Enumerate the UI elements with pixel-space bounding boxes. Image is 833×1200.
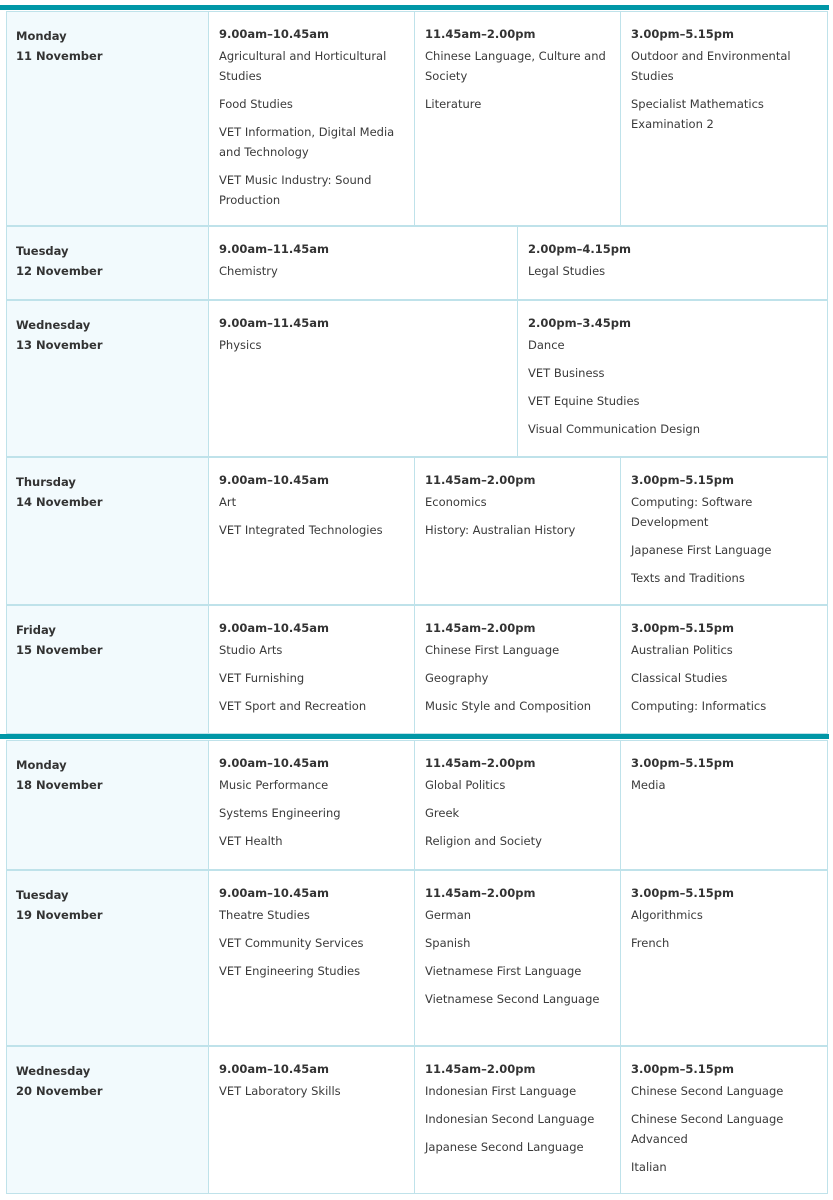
day-date: 14 November: [16, 495, 103, 509]
subject-list: [219, 261, 509, 281]
day-date: 19 November: [16, 908, 103, 922]
subject-list: [631, 640, 819, 716]
day-cell: [6, 740, 209, 870]
day-name: Monday: [16, 758, 67, 772]
subject-list: [219, 335, 509, 355]
session-cell: [415, 740, 621, 870]
subject-item: Media: [631, 778, 666, 792]
session-time: 3.00pm–5.15pm: [631, 1062, 734, 1076]
subject-item: VET Sport and Recreation: [219, 699, 367, 713]
day-name: Thursday: [16, 475, 76, 489]
subject-item: VET Community Services: [219, 936, 364, 950]
day-cell: [6, 300, 209, 457]
subject-item: Vietnamese Second Language: [425, 992, 600, 1006]
session-cell: [518, 300, 828, 457]
subject-list: [219, 1081, 406, 1101]
subject-list: [425, 1081, 612, 1157]
day-name: Friday: [16, 623, 56, 637]
subject-item: Physics: [219, 338, 262, 352]
day-cell: [6, 870, 209, 1046]
session-cell: [621, 870, 828, 1046]
day-date: 13 November: [16, 338, 103, 352]
day-row: [6, 740, 828, 870]
session-cell: [621, 740, 828, 870]
session-cell: [415, 870, 621, 1046]
session-cell: [209, 11, 415, 226]
session-time: 9.00am–10.45am: [219, 756, 329, 770]
subject-item: Geography: [425, 671, 489, 685]
subject-item: Specialist Mathematics Examination 2: [631, 97, 764, 131]
day-row: [6, 226, 828, 300]
subject-item: Music Style and Composition: [425, 699, 592, 713]
session-time: 9.00am–10.45am: [219, 1062, 329, 1076]
session-time: 11.45am–2.00pm: [425, 756, 536, 770]
session-time: 9.00am–10.45am: [219, 473, 329, 487]
session-cell: [209, 457, 415, 605]
subject-item: Algorithmics: [631, 908, 703, 922]
subject-item: Vietnamese First Language: [425, 964, 582, 978]
subject-list: [425, 905, 612, 1009]
subject-item: Legal Studies: [528, 264, 606, 278]
subject-item: Computing: Software Development: [631, 495, 753, 529]
subject-list: [631, 492, 819, 588]
subject-item: Australian Politics: [631, 643, 733, 657]
day-row: [6, 870, 828, 1046]
day-row: [6, 11, 828, 226]
subject-item: Economics: [425, 495, 487, 509]
session-time: 3.00pm–5.15pm: [631, 27, 734, 41]
day-name: Wednesday: [16, 318, 91, 332]
subject-item: Studio Arts: [219, 643, 283, 657]
day-date: 18 November: [16, 778, 103, 792]
day-cell: [6, 1046, 209, 1194]
subject-item: Greek: [425, 806, 460, 820]
subject-item: Italian: [631, 1160, 667, 1174]
day-name: Wednesday: [16, 1064, 91, 1078]
session-cell: [621, 605, 828, 734]
day-date: 11 November: [16, 49, 103, 63]
session-time: 11.45am–2.00pm: [425, 27, 536, 41]
day-row: [6, 605, 828, 734]
session-time: 11.45am–2.00pm: [425, 886, 536, 900]
subject-item: VET Business: [528, 366, 605, 380]
subject-item: German: [425, 908, 472, 922]
subject-list: [425, 492, 612, 540]
subject-item: Systems Engineering: [219, 806, 341, 820]
day-cell: [6, 457, 209, 605]
session-cell: [209, 1046, 415, 1194]
subject-item: VET Engineering Studies: [219, 964, 361, 978]
subject-item: Indonesian First Language: [425, 1084, 577, 1098]
subject-item: Chinese Second Language Advanced: [631, 1112, 784, 1146]
day-row: [6, 300, 828, 457]
subject-item: Indonesian Second Language: [425, 1112, 595, 1126]
session-time: 9.00am–11.45am: [219, 242, 329, 256]
subject-item: Food Studies: [219, 97, 293, 111]
subject-item: VET Laboratory Skills: [219, 1084, 341, 1098]
session-time: 2.00pm–4.15pm: [528, 242, 631, 256]
subject-list: [631, 775, 819, 795]
subject-item: History: Australian History: [425, 523, 576, 537]
subject-item: VET Furnishing: [219, 671, 305, 685]
subject-list: [528, 335, 819, 439]
session-cell: [209, 870, 415, 1046]
week-divider: [0, 5, 829, 10]
session-cell: [621, 11, 828, 226]
session-time: 9.00am–10.45am: [219, 621, 329, 635]
day-name: Tuesday: [16, 244, 69, 258]
subject-list: [631, 1081, 819, 1177]
session-cell: [415, 605, 621, 734]
session-cell: [209, 300, 518, 457]
session-time: 3.00pm–5.15pm: [631, 886, 734, 900]
subject-list: [425, 640, 612, 716]
session-time: 3.00pm–5.15pm: [631, 621, 734, 635]
subject-list: [219, 775, 406, 851]
day-date: 15 November: [16, 643, 103, 657]
subject-item: Computing: Informatics: [631, 699, 767, 713]
subject-item: French: [631, 936, 670, 950]
subject-item: VET Information, Digital Media and Technology: [219, 125, 395, 159]
subject-item: VET Equine Studies: [528, 394, 640, 408]
subject-item: Japanese Second Language: [425, 1140, 584, 1154]
subject-item: Chinese Second Language: [631, 1084, 784, 1098]
subject-item: Agricultural and Horticultural Studies: [219, 49, 387, 83]
subject-item: Visual Communication Design: [528, 422, 700, 436]
subject-list: [219, 640, 406, 716]
subject-list: [631, 905, 819, 953]
subject-list: [425, 46, 612, 114]
session-time: 3.00pm–5.15pm: [631, 473, 734, 487]
subject-list: [219, 905, 406, 981]
session-cell: [518, 226, 828, 300]
subject-item: Art: [219, 495, 237, 509]
subject-item: Spanish: [425, 936, 471, 950]
day-name: Tuesday: [16, 888, 69, 902]
session-time: 11.45am–2.00pm: [425, 621, 536, 635]
day-cell: [6, 226, 209, 300]
subject-item: Classical Studies: [631, 671, 728, 685]
day-date: 20 November: [16, 1084, 103, 1098]
subject-item: Religion and Society: [425, 834, 542, 848]
day-cell: [6, 605, 209, 734]
subject-item: VET Music Industry: Sound Production: [219, 173, 372, 207]
day-row: [6, 1046, 828, 1194]
day-date: 12 November: [16, 264, 103, 278]
session-time: 2.00pm–3.45pm: [528, 316, 631, 330]
session-cell: [621, 457, 828, 605]
subject-item: Music Performance: [219, 778, 329, 792]
subject-item: VET Integrated Technologies: [219, 523, 383, 537]
subject-item: Dance: [528, 338, 565, 352]
session-cell: [415, 457, 621, 605]
session-cell: [209, 740, 415, 870]
subject-item: Theatre Studies: [219, 908, 310, 922]
session-time: 9.00am–10.45am: [219, 27, 329, 41]
session-time: 11.45am–2.00pm: [425, 1062, 536, 1076]
session-cell: [621, 1046, 828, 1194]
subject-item: Global Politics: [425, 778, 506, 792]
subject-list: [219, 46, 406, 210]
subject-item: Outdoor and Environmental Studies: [631, 49, 791, 83]
subject-item: Texts and Traditions: [631, 571, 745, 585]
subject-list: [528, 261, 819, 281]
subject-list: [631, 46, 819, 134]
day-name: Monday: [16, 29, 67, 43]
day-cell: [6, 11, 209, 226]
session-time: 3.00pm–5.15pm: [631, 756, 734, 770]
subject-list: [219, 492, 406, 540]
subject-item: Japanese First Language: [631, 543, 772, 557]
session-time: 9.00am–11.45am: [219, 316, 329, 330]
week-divider: [0, 734, 829, 739]
subject-item: Chemistry: [219, 264, 278, 278]
subject-item: Chinese Language, Culture and Society: [425, 49, 606, 83]
session-time: 11.45am–2.00pm: [425, 473, 536, 487]
session-cell: [209, 226, 518, 300]
session-cell: [209, 605, 415, 734]
day-row: [6, 457, 828, 605]
session-cell: [415, 1046, 621, 1194]
session-time: 9.00am–10.45am: [219, 886, 329, 900]
subject-list: [425, 775, 612, 851]
session-cell: [415, 11, 621, 226]
subject-item: Literature: [425, 97, 482, 111]
subject-item: Chinese First Language: [425, 643, 560, 657]
subject-item: VET Health: [219, 834, 283, 848]
